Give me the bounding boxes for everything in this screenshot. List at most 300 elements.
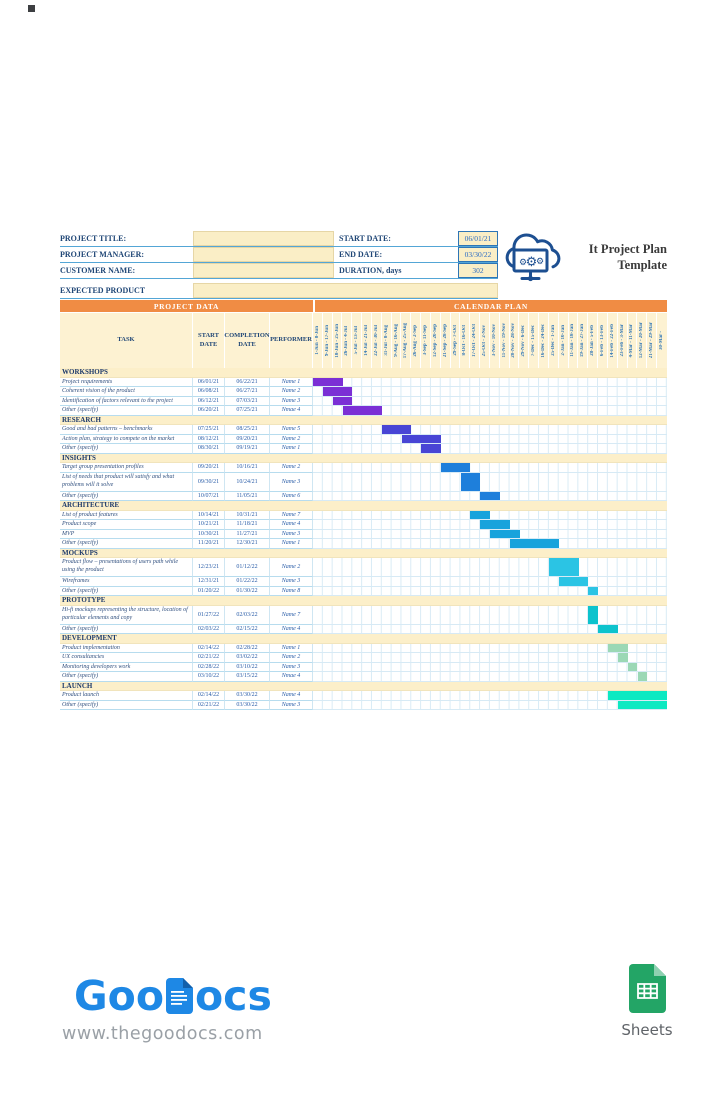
calendar-column-label: 18-Jun - 25-Jun xyxy=(334,323,340,358)
gantt-bar xyxy=(461,473,481,491)
calendar-column-label: 12-Sep - 20-Sep xyxy=(432,323,438,358)
task-start-date-cell[interactable]: 02/21/22 xyxy=(193,701,225,711)
task-performer-cell[interactable]: Nmae 4 xyxy=(270,406,313,416)
calendar-column-header xyxy=(618,313,628,368)
gantt-bar xyxy=(480,520,510,529)
task-name-cell[interactable]: List of product features xyxy=(60,511,193,521)
task-completion-date-cell[interactable]: 03/02/22 xyxy=(225,653,270,663)
task-name-cell[interactable]: Product scope xyxy=(60,520,193,530)
calendar-column-label: 21-Mar - 29-Mar xyxy=(649,322,655,359)
calendar-column-header xyxy=(637,313,647,368)
calendar-column-header xyxy=(510,313,520,368)
calendar-column-label: 3-Sep - 11-Sep xyxy=(423,325,429,356)
calendar-column-header xyxy=(421,313,431,368)
task-performer-cell[interactable]: Name 3 xyxy=(270,397,313,407)
task-row xyxy=(60,435,667,445)
gantt-row-strip xyxy=(313,406,667,416)
task-name-cell[interactable]: Hi-fi mockups representing the structure, location of particular elements and copy xyxy=(60,606,193,625)
gantt-bar xyxy=(559,577,589,586)
task-completion-date-cell[interactable]: 11/18/21 xyxy=(225,520,270,530)
task-completion-date-cell[interactable]: 03/30/22 xyxy=(225,691,270,701)
section-band: PROTOTYPE xyxy=(60,596,667,606)
calendar-column-header xyxy=(657,313,667,368)
calendar-column-label: 2-Jan - 10-Jan xyxy=(560,325,566,356)
task-performer-cell[interactable]: Name 1 xyxy=(270,539,313,549)
task-completion-date-cell[interactable]: 06/27/21 xyxy=(225,387,270,397)
task-performer-cell[interactable]: Name 3 xyxy=(270,473,313,492)
task-start-date-cell[interactable]: 11/20/21 xyxy=(193,539,225,549)
task-performer-cell[interactable]: Name 3 xyxy=(270,663,313,673)
gantt-row-strip xyxy=(313,444,667,454)
gantt-bar xyxy=(618,701,667,710)
task-row xyxy=(60,397,667,407)
gantt-row-strip xyxy=(313,463,667,473)
gantt-bar xyxy=(480,492,500,501)
task-row xyxy=(60,473,667,492)
calendar-column-label: 28-Jan - 5-Feb xyxy=(590,325,596,356)
calendar-column-header xyxy=(578,313,588,368)
task-row xyxy=(60,606,667,625)
task-name-cell[interactable]: Identification of factors relevant to the project xyxy=(60,397,193,407)
gantt-bar xyxy=(343,406,382,415)
task-performer-cell[interactable]: Name 1 xyxy=(270,378,313,388)
corner-mark xyxy=(28,5,35,12)
task-completion-date-cell[interactable]: 01/12/22 xyxy=(225,558,270,577)
task-name-cell[interactable]: Other (specify) xyxy=(60,701,193,711)
gantt-row-strip xyxy=(313,492,667,502)
calendar-column-header xyxy=(362,313,372,368)
calendar-column-label: 9-Jun - 17-Jun xyxy=(324,324,330,357)
start-date-column-header: START DATE xyxy=(193,313,225,368)
gantt-bar xyxy=(333,397,353,406)
task-start-date-cell[interactable]: 02/28/22 xyxy=(193,663,225,673)
calendar-column-header xyxy=(431,313,441,368)
calendar-column-header xyxy=(352,313,362,368)
calendar-column-label: 4-Mar - 11-Mar xyxy=(629,323,635,358)
calendar-header xyxy=(313,313,667,368)
gantt-row-strip xyxy=(313,606,667,625)
gantt-row-strip xyxy=(313,520,667,530)
calendar-column-header xyxy=(460,313,470,368)
task-row xyxy=(60,520,667,530)
gantt-row-strip xyxy=(313,387,667,397)
task-performer-cell[interactable]: Name 4 xyxy=(270,625,313,635)
task-completion-date-cell[interactable]: 07/25/21 xyxy=(225,406,270,416)
task-completion-date-cell[interactable]: 11/05/21 xyxy=(225,492,270,502)
calendar-column-label: 8-Oct - 16-Oct xyxy=(462,325,468,356)
table-top-band xyxy=(60,300,667,312)
calendar-column-label: 9-Aug - 16-Aug xyxy=(393,324,399,357)
calendar-column-header xyxy=(588,313,598,368)
calendar-column-label: 25-Dec - 1-Jan xyxy=(550,325,556,356)
task-start-date-cell[interactable]: 02/03/22 xyxy=(193,625,225,635)
task-completion-date-cell[interactable]: 03/10/22 xyxy=(225,663,270,673)
gantt-row-strip xyxy=(313,691,667,701)
project-title-label: PROJECT TITLE: xyxy=(60,234,127,243)
goodocs-url[interactable]: www.thegoodocs.com xyxy=(62,1024,263,1044)
gantt-bar xyxy=(588,587,598,596)
task-name-cell[interactable]: Other (specify) xyxy=(60,444,193,454)
document-icon xyxy=(166,978,193,1014)
calendar-column-header xyxy=(647,313,657,368)
calendar-column-label: 11-Nov - 19-Nov xyxy=(501,323,507,358)
task-performer-cell[interactable]: Name 2 xyxy=(270,558,313,577)
task-start-date-cell[interactable]: 06/08/21 xyxy=(193,387,225,397)
task-performer-cell[interactable]: Name 6 xyxy=(270,492,313,502)
gantt-bar xyxy=(313,378,343,387)
calendar-column-header xyxy=(401,313,411,368)
gantt-row-strip xyxy=(313,644,667,654)
goodocs-logo-ocs: ocs xyxy=(195,972,272,1020)
task-performer-cell[interactable]: Name 1 xyxy=(270,444,313,454)
calendar-column-header xyxy=(500,313,510,368)
task-name-cell[interactable]: Wireframes xyxy=(60,577,193,587)
task-start-date-cell[interactable]: 09/30/21 xyxy=(193,473,225,492)
task-start-date-cell[interactable]: 02/14/22 xyxy=(193,644,225,654)
task-performer-cell[interactable]: Name 5 xyxy=(270,425,313,435)
task-start-date-cell[interactable]: 01/27/22 xyxy=(193,606,225,625)
calendar-column-header xyxy=(559,313,569,368)
task-performer-cell[interactable]: Name 1 xyxy=(270,644,313,654)
gantt-row-strip xyxy=(313,558,667,577)
calendar-column-header xyxy=(313,313,323,368)
gantt-row-strip xyxy=(313,587,667,597)
gantt-bar xyxy=(490,530,520,539)
calendar-column-label: 11-Jan - 18-Jan xyxy=(570,324,576,357)
task-row xyxy=(60,539,667,549)
task-name-cell[interactable]: Other (specify) xyxy=(60,587,193,597)
gantt-row-strip xyxy=(313,378,667,388)
section-band: DEVELOPMENT xyxy=(60,634,667,644)
task-completion-date-cell[interactable]: 09/20/21 xyxy=(225,435,270,445)
task-performer-cell[interactable]: Name 4 xyxy=(270,691,313,701)
gantt-row-strip xyxy=(313,435,667,445)
task-start-date-cell[interactable]: 02/14/22 xyxy=(193,691,225,701)
calendar-column-label: 14-Jul - 21-Jul xyxy=(364,325,370,356)
task-row xyxy=(60,463,667,473)
calendar-column-header xyxy=(529,313,539,368)
calendar-column-header xyxy=(490,313,500,368)
gantt-row-strip xyxy=(313,511,667,521)
task-performer-cell[interactable]: Name 2 xyxy=(270,653,313,663)
start-date-label: START DATE: xyxy=(339,234,391,243)
section-band: WORKSHOPS xyxy=(60,368,667,378)
calendar-column-header xyxy=(519,313,529,368)
columns-header xyxy=(60,313,667,368)
calendar-column-label: 17-Oct - 24-Oct xyxy=(472,323,478,358)
task-name-cell[interactable]: MVP xyxy=(60,530,193,540)
calendar-column-label: 26-Jun - 4-Jul xyxy=(344,325,350,356)
gantt-bar xyxy=(549,558,579,576)
task-performer-cell[interactable]: Name 2 xyxy=(270,435,313,445)
task-name-cell[interactable]: Coherent vision of the product xyxy=(60,387,193,397)
project-manager-input[interactable] xyxy=(193,247,334,262)
template-title-line1: It Project Plan xyxy=(588,242,667,257)
task-completion-date-cell[interactable]: 02/15/22 xyxy=(225,625,270,635)
calendar-column-label: 29-Sep - 7-Oct xyxy=(452,325,458,356)
field-row xyxy=(60,247,498,263)
task-name-cell[interactable]: Other (specify) xyxy=(60,625,193,635)
calendar-column-header xyxy=(549,313,559,368)
goodocs-logo-goo: Goo xyxy=(74,972,164,1020)
end-date-value[interactable]: 03/30/22 xyxy=(458,247,498,262)
calendar-column-label: 12-Mar - 20-Mar xyxy=(639,322,645,359)
task-start-date-cell[interactable]: 12/23/21 xyxy=(193,558,225,577)
project-manager-label: PROJECT MANAGER: xyxy=(60,250,145,259)
task-completion-date-cell[interactable]: 01/30/22 xyxy=(225,587,270,597)
template-title xyxy=(563,242,667,273)
google-sheets-icon xyxy=(629,964,666,1013)
cloud-monitor-icon xyxy=(503,229,563,287)
calendar-column-header xyxy=(382,313,392,368)
task-row xyxy=(60,425,667,435)
task-name-cell[interactable]: Product implementation xyxy=(60,644,193,654)
task-name-cell[interactable]: List of needs that product will satisfy and what problems will it solve xyxy=(60,473,193,492)
task-start-date-cell[interactable]: 03/10/22 xyxy=(193,672,225,682)
task-row xyxy=(60,625,667,635)
task-completion-date-cell[interactable]: 11/27/21 xyxy=(225,530,270,540)
field-row xyxy=(60,231,498,247)
task-row xyxy=(60,511,667,521)
project-info-panel xyxy=(60,231,498,299)
gantt-row-strip xyxy=(313,663,667,673)
task-completion-date-cell[interactable]: 07/03/21 xyxy=(225,397,270,407)
task-performer-cell[interactable]: Name 2 xyxy=(270,463,313,473)
gantt-row-strip xyxy=(313,672,667,682)
calendar-column-header xyxy=(480,313,490,368)
task-start-date-cell[interactable]: 06/12/21 xyxy=(193,397,225,407)
section-band: RESEARCH xyxy=(60,416,667,426)
task-row xyxy=(60,653,667,663)
task-name-cell[interactable]: Product flow – presentations of users path while using the product xyxy=(60,558,193,577)
task-name-cell[interactable]: UX consultancies xyxy=(60,653,193,663)
task-name-cell[interactable]: Action plan, strategy to compete on the market xyxy=(60,435,193,445)
task-start-date-cell[interactable]: 08/30/21 xyxy=(193,444,225,454)
task-name-cell[interactable]: Other (specify) xyxy=(60,539,193,549)
task-row xyxy=(60,691,667,701)
task-start-date-cell[interactable]: 10/21/21 xyxy=(193,520,225,530)
task-name-cell[interactable]: Other (specify) xyxy=(60,672,193,682)
svg-text:⚙: ⚙ xyxy=(525,254,538,269)
gantt-bar xyxy=(441,463,471,472)
gantt-bar xyxy=(608,691,667,700)
gantt-row-strip xyxy=(313,397,667,407)
gantt-row-strip xyxy=(313,539,667,549)
calendar-column-header xyxy=(451,313,461,368)
gantt-bar xyxy=(402,435,441,444)
calendar-column-header xyxy=(411,313,421,368)
customer-name-label: CUSTOMER NAME: xyxy=(60,266,136,275)
field-row xyxy=(60,263,498,279)
task-row xyxy=(60,663,667,673)
task-completion-date-cell[interactable]: 08/25/21 xyxy=(225,425,270,435)
task-completion-date-cell[interactable]: 10/16/21 xyxy=(225,463,270,473)
section-band: LAUNCH xyxy=(60,682,667,692)
calendar-column-label: 26-Aug - 2-Sep xyxy=(413,324,419,357)
task-completion-date-cell[interactable]: 03/30/22 xyxy=(225,701,270,711)
task-start-date-cell[interactable]: 06/01/21 xyxy=(193,378,225,388)
calendar-column-header xyxy=(628,313,638,368)
calendar-column-label: 22-Jul - 30-Jul xyxy=(373,325,379,356)
gantt-row-strip xyxy=(313,653,667,663)
task-performer-cell[interactable]: Name 2 xyxy=(270,387,313,397)
task-start-date-cell[interactable]: 08/12/21 xyxy=(193,435,225,445)
task-name-cell[interactable]: Monitoring developers work xyxy=(60,663,193,673)
calendar-column-header xyxy=(608,313,618,368)
calendar-column-header xyxy=(470,313,480,368)
task-row xyxy=(60,701,667,711)
duration-label: DURATION, days xyxy=(339,266,402,275)
task-completion-date-cell[interactable]: 09/19/21 xyxy=(225,444,270,454)
expected-product-label: EXPECTED PRODUCT xyxy=(60,286,146,295)
calendar-column-label: 21-Sep - 28-Sep xyxy=(442,323,448,358)
task-completion-date-cell[interactable]: 12/30/21 xyxy=(225,539,270,549)
template-title-line2: Template xyxy=(617,258,667,272)
performer-column-header: PERFORMER xyxy=(270,313,313,368)
gantt-bar xyxy=(323,387,353,396)
task-row xyxy=(60,577,667,587)
task-performer-cell[interactable]: Name 7 xyxy=(270,606,313,625)
task-completion-date-cell[interactable]: 01/22/22 xyxy=(225,577,270,587)
section-band: MOCKUPS xyxy=(60,549,667,559)
task-completion-date-cell[interactable]: 06/22/21 xyxy=(225,378,270,388)
task-name-cell[interactable]: Good and bad patterns – benchmarks xyxy=(60,425,193,435)
task-start-date-cell[interactable]: 10/14/21 xyxy=(193,511,225,521)
goodocs-logo[interactable] xyxy=(74,972,272,1020)
template-logo xyxy=(503,225,667,291)
task-performer-cell[interactable]: Name 3 xyxy=(270,701,313,711)
calendar-column-label: 30-Mar - xyxy=(659,331,665,350)
task-row xyxy=(60,444,667,454)
gantt-bar xyxy=(470,511,490,520)
task-row xyxy=(60,387,667,397)
calendar-column-header xyxy=(323,313,333,368)
calendar-column-label: 7-Dec - 15-Dec xyxy=(531,324,537,357)
svg-text:⚙: ⚙ xyxy=(518,257,528,267)
task-start-date-cell[interactable]: 01/20/22 xyxy=(193,587,225,597)
task-performer-cell[interactable]: Name 8 xyxy=(270,587,313,597)
task-completion-date-cell[interactable]: 10/31/21 xyxy=(225,511,270,521)
task-name-cell[interactable]: Product launch xyxy=(60,691,193,701)
calendar-column-label: 6-Feb - 13-Feb xyxy=(599,324,605,357)
task-start-date-cell[interactable]: 02/21/22 xyxy=(193,653,225,663)
gantt-row-strip xyxy=(313,530,667,540)
sheets-label: Sheets xyxy=(621,1021,673,1039)
task-name-cell[interactable]: Project requirements xyxy=(60,378,193,388)
gantt-bar xyxy=(628,663,638,672)
project-title-input[interactable] xyxy=(193,231,334,246)
section-band: INSIGHTS xyxy=(60,454,667,464)
calendar-column-label: 20-Nov - 28-Nov xyxy=(511,323,517,358)
task-performer-cell[interactable]: Nmae 4 xyxy=(270,672,313,682)
gantt-row-strip xyxy=(313,625,667,635)
task-name-cell[interactable]: Other (specify) xyxy=(60,492,193,502)
completion-date-column-header: COMPLETION DATE xyxy=(225,313,270,368)
task-column-header: TASK xyxy=(60,313,193,368)
calendar-column-label: 17-Aug - 25-Aug xyxy=(403,322,409,359)
gantt-bar xyxy=(638,672,648,681)
calendar-column-label: 31-Jul - 8-Aug xyxy=(383,325,389,356)
section-band: ARCHITECTURE xyxy=(60,501,667,511)
task-row xyxy=(60,558,667,577)
calendar-column-header xyxy=(372,313,382,368)
gantt-bar xyxy=(608,644,628,653)
gantt-bar xyxy=(421,444,441,453)
gantt-row-strip xyxy=(313,425,667,435)
calendar-column-header xyxy=(392,313,402,368)
task-start-date-cell[interactable]: 09/20/21 xyxy=(193,463,225,473)
project-data-header: PROJECT DATA xyxy=(60,300,313,312)
gantt-row-strip xyxy=(313,577,667,587)
task-name-cell[interactable]: Target group presentation profiles xyxy=(60,463,193,473)
gantt-bar xyxy=(598,625,618,634)
task-name-cell[interactable]: Other (specify) xyxy=(60,406,193,416)
gantt-bar xyxy=(588,606,598,624)
task-completion-date-cell[interactable]: 02/28/22 xyxy=(225,644,270,654)
task-performer-cell[interactable]: Name 4 xyxy=(270,520,313,530)
task-start-date-cell[interactable]: 06/20/21 xyxy=(193,406,225,416)
task-completion-date-cell[interactable]: 03/15/22 xyxy=(225,672,270,682)
task-start-date-cell[interactable]: 10/30/21 xyxy=(193,530,225,540)
gantt-row-strip xyxy=(313,473,667,492)
calendar-column-header xyxy=(342,313,352,368)
task-row xyxy=(60,492,667,502)
task-row xyxy=(60,672,667,682)
start-date-value[interactable]: 06/01/21 xyxy=(458,231,498,246)
task-performer-cell[interactable]: Name 3 xyxy=(270,577,313,587)
calendar-column-label: 14-Feb - 22-Feb xyxy=(609,323,615,358)
calendar-column-header xyxy=(539,313,549,368)
calendar-column-label: 29-Nov - 6-Dec xyxy=(521,324,527,357)
customer-name-input[interactable] xyxy=(193,263,334,278)
gantt-bar xyxy=(618,653,628,662)
task-performer-cell[interactable]: Name 3 xyxy=(270,530,313,540)
calendar-column-header xyxy=(333,313,343,368)
task-row xyxy=(60,644,667,654)
gantt-row-strip xyxy=(313,701,667,711)
task-completion-date-cell[interactable]: 02/03/22 xyxy=(225,606,270,625)
task-start-date-cell[interactable]: 12/31/21 xyxy=(193,577,225,587)
task-performer-cell[interactable]: Name 7 xyxy=(270,511,313,521)
calendar-column-label: 25-Oct - 2-Nov xyxy=(481,324,487,357)
table-body xyxy=(60,368,667,710)
task-row xyxy=(60,587,667,597)
calendar-column-header xyxy=(598,313,608,368)
calendar-column-header xyxy=(569,313,579,368)
end-date-label: END DATE: xyxy=(339,250,383,259)
task-completion-date-cell[interactable]: 10/24/21 xyxy=(225,473,270,492)
task-start-date-cell[interactable]: 07/25/21 xyxy=(193,425,225,435)
calendar-column-header xyxy=(441,313,451,368)
calendar-column-label: 3-Nov - 10-Nov xyxy=(491,324,497,357)
calendar-column-label: 5-Jul - 13-Jul xyxy=(354,326,360,355)
field-row xyxy=(60,283,498,299)
svg-text:⚙: ⚙ xyxy=(535,256,545,266)
task-row xyxy=(60,530,667,540)
duration-value[interactable]: 302 xyxy=(458,263,498,278)
gantt-bar xyxy=(510,539,559,548)
sheets-badge[interactable] xyxy=(620,964,674,1039)
task-start-date-cell[interactable]: 10/07/21 xyxy=(193,492,225,502)
calendar-column-label: 23-Feb - 3-Mar xyxy=(619,324,625,357)
gantt-bar xyxy=(382,425,412,434)
gantt-table xyxy=(60,300,667,710)
calendar-column-label: 1-Jun - 8-Jun xyxy=(314,326,320,355)
calendar-column-label: 16-Dec - 24-Dec xyxy=(540,323,546,358)
task-row xyxy=(60,406,667,416)
expected-product-input[interactable] xyxy=(193,283,498,298)
calendar-plan-header: CALENDAR PLAN xyxy=(315,300,667,312)
